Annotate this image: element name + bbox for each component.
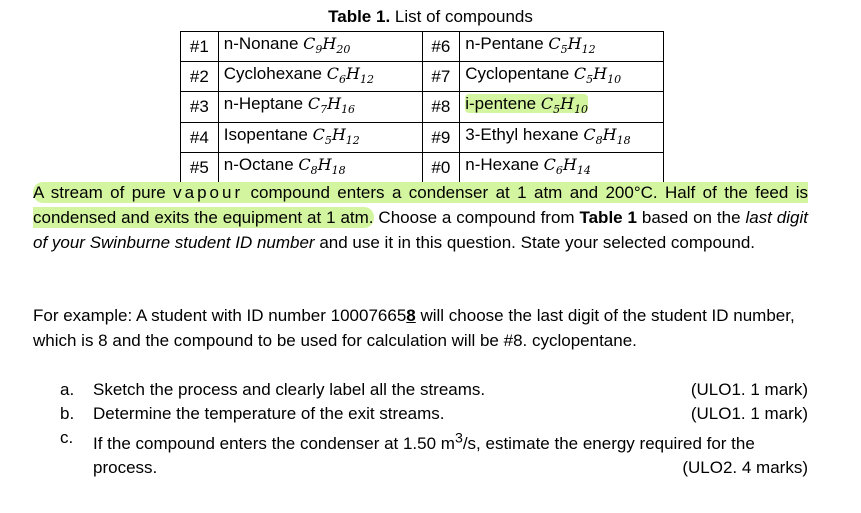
formula-element: H <box>327 94 342 114</box>
compound-entry <box>465 154 591 177</box>
compound-entry <box>223 64 374 87</box>
formula-element: H <box>560 94 575 114</box>
formula-element: C <box>303 34 316 53</box>
compound-formula <box>543 154 591 177</box>
compound-name: n-Hexane <box>465 154 544 174</box>
compound-formula <box>307 94 356 117</box>
compound-name: n-Nonane <box>223 34 304 53</box>
formula-subscript: 16 <box>341 103 356 117</box>
formula-subscript: 10 <box>607 73 622 87</box>
formula-subscript: 12 <box>359 73 374 87</box>
formula-element: H <box>567 34 582 53</box>
compound-formula <box>540 94 589 117</box>
statement-emphasis: last digit of your Swinburne student ID number <box>33 208 808 252</box>
formula-element: H <box>562 154 577 174</box>
compound-entry <box>223 94 356 117</box>
formula-element: C <box>543 154 556 174</box>
question-label: b. <box>60 404 75 423</box>
formula-subscript: 18 <box>616 133 631 147</box>
compound-cell <box>460 62 664 92</box>
formula-element: H <box>602 124 617 144</box>
question-marks: (ULO1. 1 mark) <box>690 404 808 423</box>
formula-element: C <box>583 124 596 144</box>
formula-subscript: 5 <box>553 103 561 117</box>
compound-name: i-pentene <box>465 94 541 114</box>
formula-subscript: 5 <box>586 73 594 87</box>
formula-element: H <box>322 34 337 53</box>
compound-cell <box>218 62 422 92</box>
compound-number: #1 <box>181 32 219 62</box>
question-text: Sketch the process and clearly label all the streams. <box>93 380 486 399</box>
compound-formula <box>326 64 374 87</box>
compound-formula <box>573 64 622 87</box>
compound-formula <box>583 124 631 147</box>
compound-cell <box>460 152 664 182</box>
formula-subscript: 6 <box>555 163 563 177</box>
compound-name: 3-Ethyl hexane <box>465 124 584 144</box>
formula-subscript: 12 <box>345 133 360 147</box>
compound-cell <box>460 32 664 62</box>
question-text-part: If the compound enters the condenser at 1.50 m <box>93 433 455 453</box>
formula-subscript: 10 <box>574 103 589 117</box>
formula-subscript: 12 <box>581 43 596 57</box>
table-caption <box>0 6 861 28</box>
formula-subscript: 8 <box>595 133 603 147</box>
question-label: c. <box>60 428 74 447</box>
compound-formula <box>303 34 351 57</box>
table-row <box>181 122 664 152</box>
compound-number: #9 <box>422 122 460 152</box>
compound-number: #8 <box>422 92 460 122</box>
question-text: Determine the temperature of the exit streams. <box>93 404 445 423</box>
compound-name: Cyclopentane <box>465 64 574 84</box>
question-label: a. <box>60 380 75 399</box>
compound-number: #0 <box>422 152 460 182</box>
compound-entry <box>465 124 631 147</box>
formula-subscript: 6 <box>339 73 346 87</box>
compound-number: #3 <box>181 92 219 122</box>
statement-part: Choose a compound from <box>373 208 580 227</box>
formula-element: C <box>326 64 339 84</box>
table-row <box>181 92 664 122</box>
table-reference: Table 1 <box>579 208 637 227</box>
question-item <box>60 402 808 426</box>
formula-subscript: 14 <box>576 163 591 177</box>
question-item <box>60 378 808 402</box>
compound-entry <box>223 124 360 147</box>
compound-name: n-Pentane <box>465 34 549 53</box>
example-last-digit: 8 <box>406 306 416 325</box>
compound-formula <box>298 154 346 177</box>
formula-element: H <box>331 124 346 144</box>
formula-element: C <box>298 154 311 174</box>
formula-subscript: 5 <box>560 43 568 57</box>
compound-number: #7 <box>422 62 460 92</box>
formula-element: C <box>307 94 321 114</box>
formula-subscript: 9 <box>315 43 323 57</box>
question-text <box>93 430 755 477</box>
statement-part: A stream of pure <box>33 183 174 202</box>
compound-entry <box>465 64 622 87</box>
formula-element: C <box>573 64 587 84</box>
formula-element: H <box>317 154 332 174</box>
compound-number: #5 <box>181 152 219 182</box>
unit-exponent: 3 <box>454 430 463 446</box>
question-marks: (ULO1. 1 mark) <box>690 380 808 399</box>
question-item <box>60 426 808 480</box>
table-row <box>181 152 664 182</box>
compound-cell <box>218 152 422 182</box>
table-row <box>181 32 664 62</box>
table-row <box>181 62 664 92</box>
formula-subscript: 5 <box>324 133 332 147</box>
table-caption-label: Table 1. <box>328 7 391 26</box>
compound-cell <box>460 122 664 152</box>
compound-cell <box>218 92 422 122</box>
formula-subscript: 8 <box>310 163 318 177</box>
compound-cell <box>218 122 422 152</box>
compound-number: #6 <box>422 32 460 62</box>
statement-part: vapour <box>173 183 244 202</box>
compound-formula <box>312 124 360 147</box>
question-marks: (ULO2. 4 marks) <box>682 457 808 477</box>
statement-part: based on the <box>636 208 746 227</box>
example-part: For example: A student with ID number 10007665 <box>33 306 407 325</box>
compound-name: n-Octane <box>223 154 299 174</box>
formula-element: C <box>312 124 325 144</box>
problem-statement <box>33 180 808 255</box>
compound-cell <box>218 32 422 62</box>
example-part: will choose the last digit of the student ID number, which is 8 and the compound to be used for calculation will be #8. cyclopentane. <box>33 306 795 350</box>
formula-element: C <box>540 94 554 114</box>
compound-entry <box>223 154 346 177</box>
statement-part: compound enters a condenser at 1 atm and 200°C. Half of the feed is condensed and exits the equipment at 1 atm. <box>33 183 809 227</box>
formula-subscript: 18 <box>331 163 346 177</box>
statement-part: and use it in this question. State your selected compound. <box>314 233 755 252</box>
highlighted-compound <box>465 94 589 117</box>
question-list <box>60 378 808 480</box>
example-paragraph <box>33 303 808 353</box>
compound-formula <box>548 34 596 57</box>
question-text-part: /s, estimate the energy required for the process. <box>93 433 755 477</box>
formula-element: H <box>346 64 360 84</box>
compound-entry <box>465 34 596 57</box>
compound-name: n-Heptane <box>223 94 308 114</box>
formula-subscript: 20 <box>336 43 351 57</box>
table-caption-text: List of compounds <box>390 7 533 26</box>
compound-name: Cyclohexane <box>223 64 327 84</box>
compound-name: Isopentane <box>223 124 313 144</box>
compound-number: #2 <box>181 62 219 92</box>
compound-cell <box>460 92 664 122</box>
formula-element: C <box>548 34 561 53</box>
compound-table <box>180 31 664 183</box>
formula-subscript: 7 <box>320 103 328 117</box>
compound-entry <box>223 34 351 57</box>
formula-element: H <box>593 64 608 84</box>
compound-number: #4 <box>181 122 219 152</box>
